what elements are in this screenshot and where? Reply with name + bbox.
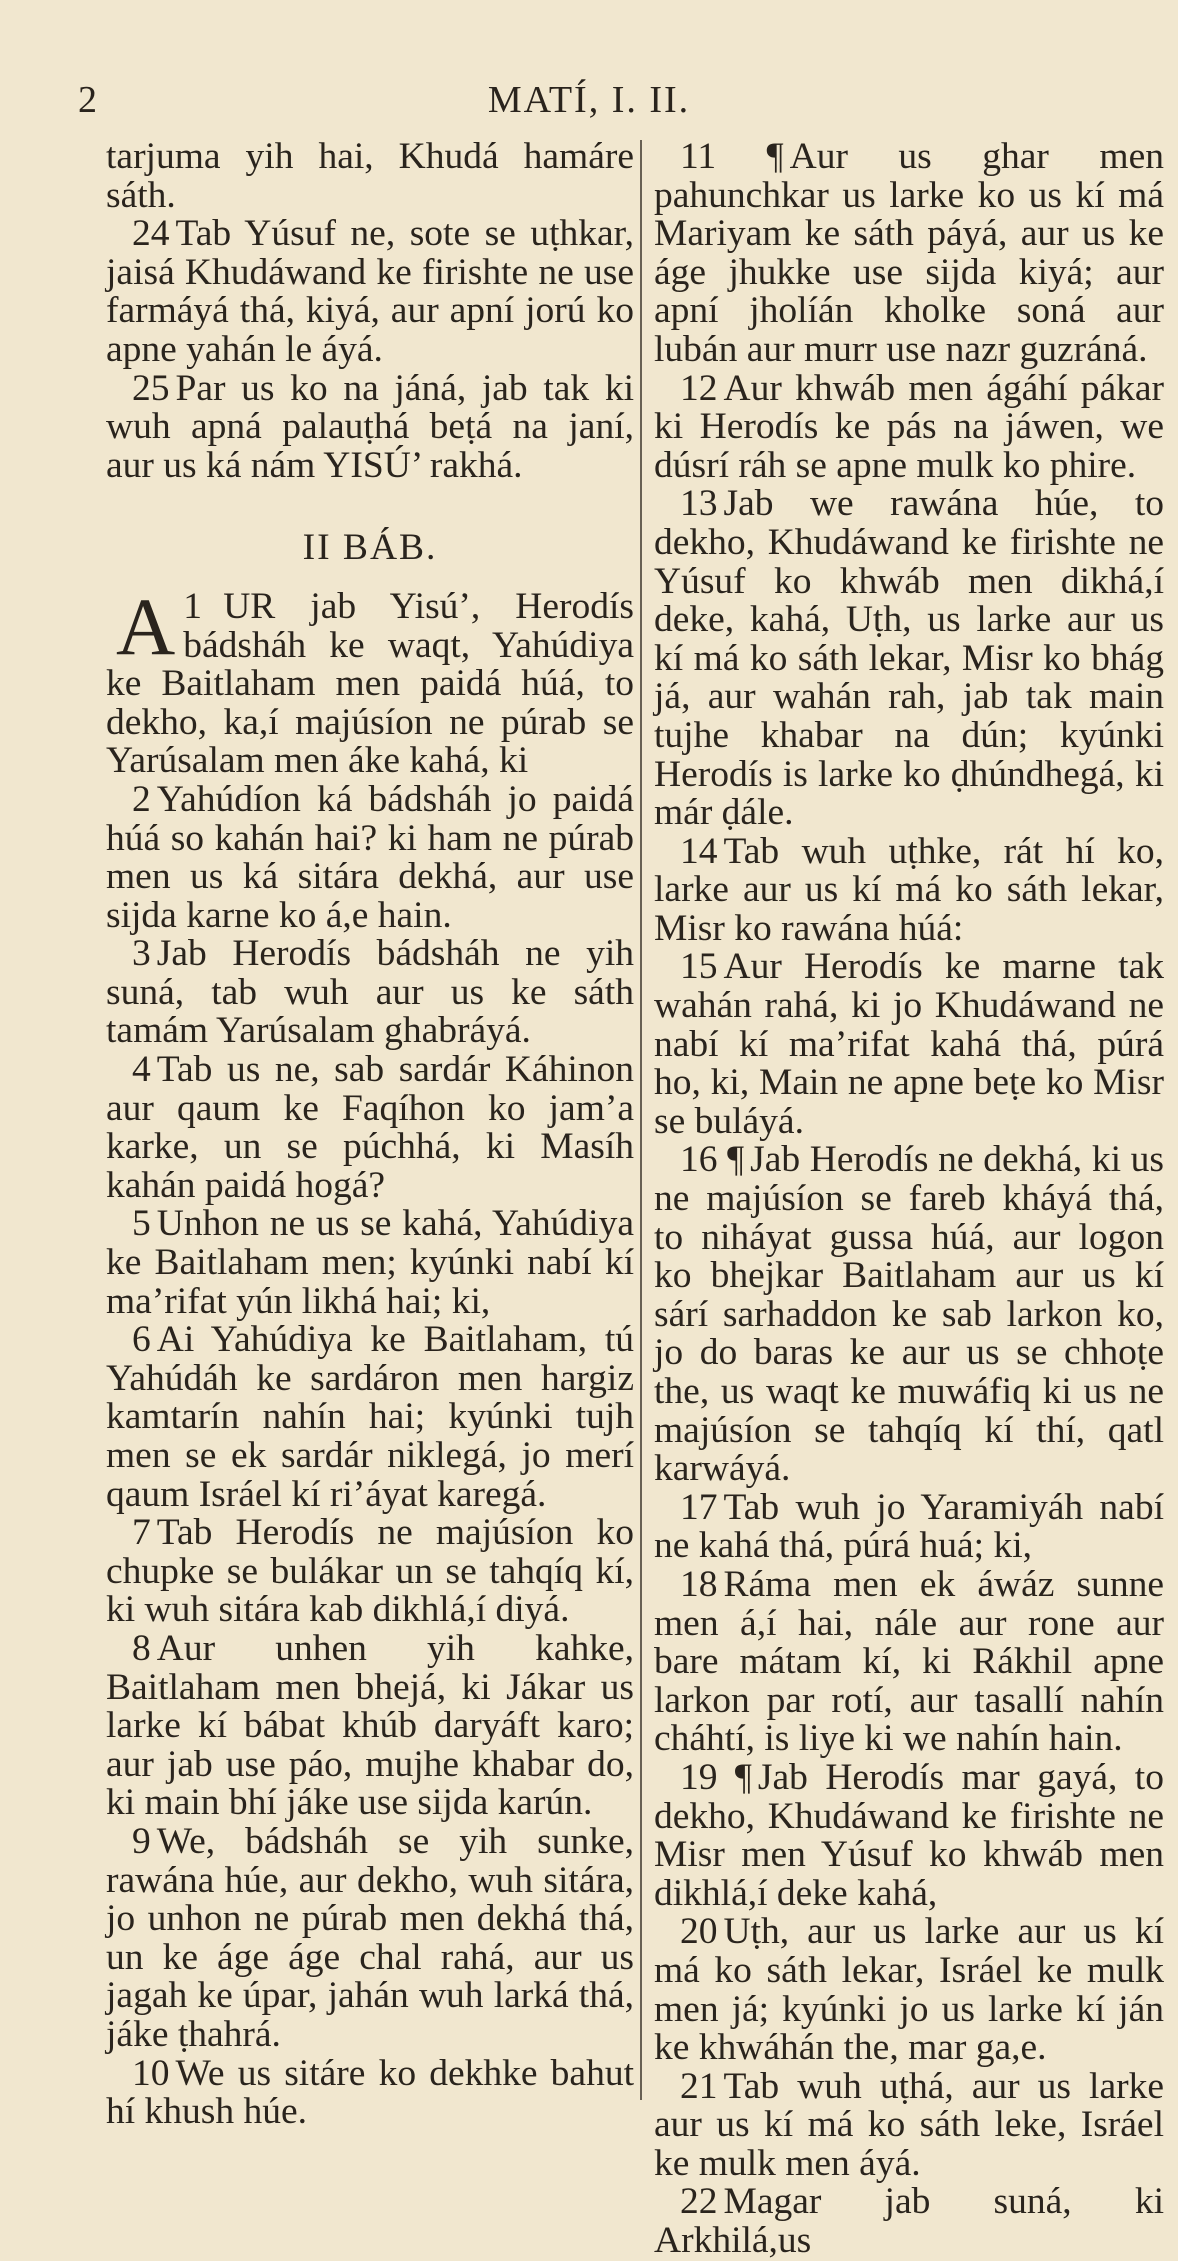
verse-19: 19 ¶ Jab Herodís mar gayá, to dekho, Khudáwand ke firishte ne Misr men Yúsuf ko khwáb men dikhlá,í deke kahá, [654, 1756, 1164, 1914]
verse-4: 4 Tab us ne, sab sardár Káhinon aur qaum ke Faqíhon ko jam’a karke, un se púchhá, ki Masíh kahán paidá hogá? [106, 1049, 634, 1206]
verse-2: 2 Yahúdíon ká bádsháh jo paidá húá so kahán hai? ki ham ne púrab men us ká sitára dekhá, aur use sijda karne ko á,e hain. [106, 778, 634, 936]
verse-continuation: tarjuma yih hai, Khudá hamáre sáth. [106, 136, 634, 216]
right-column [654, 138, 1164, 2261]
verse-3: 3 Jab Herodís bádsháh ne yih suná, tab wuh aur us ke sáth tamám Yarúsalam ghabráyá. [106, 933, 634, 1052]
verse-14: 14 Tab wuh uṭhke, rát hí ko, larke aur us kí má ko sáth lekar, Misr ko rawána húá: [654, 830, 1164, 949]
page-header [0, 78, 1178, 138]
verse-1: 1 A UR jab Yisú’, Herodís bádsháh ke waqt, Yahúdiya ke Baitlaham men paidá húá, to dekho, ka,í majúsíon ne púrab se Yarúsalam men áke kahá, ki [106, 580, 634, 782]
chapter-title: II BÁB. [302, 527, 438, 569]
drop-cap: A [116, 580, 176, 672]
verse-24: 24 Tab Yúsuf ne, sote se uṭhkar, jaisá Khudáwand ke firishte ne use farmáyá thá, kiyá, aur apní jorú ko apne yahán le áyá. [106, 213, 634, 370]
verse-11: 11 ¶ Aur us ghar men pahunchkar us larke ko us kí má Mariyam ke sáth páyá, aur us ke áge jhukke use sijda kiyá; aur apní jholíán kholke soná aur lubán aur murr use nazr guzráná. [654, 136, 1164, 370]
column-divider [640, 140, 642, 2100]
verse-7: 7 Tab Herodís ne majúsíon ko chupke se bulákar un se tahqíq kí, ki wuh sitára kab dikhlá,í diyá. [106, 1512, 634, 1631]
verse-9: 9 We, bádsháh se yih sunke, rawána húe, aur dekho, wuh sitára, jo unhon ne púrab men dekhá thá, un ke áge áge chal rahá, aur us jagah ke úpar, jahán wuh larká thá, jáke ṭhahrá. [106, 1820, 634, 2055]
verse-10: 10 We us sitáre ko dekhke bahut hí khush húe. [106, 2052, 634, 2133]
verse-17: 17 Tab wuh jo Yaramiyáh nabí ne kahá thá, púrá huá; ki, [654, 1486, 1164, 1567]
verse-16: 16 ¶ Jab Herodís ne dekhá, ki us ne majúsíon se fareb kháyá thá, to niháyat gussa húá, aur logon ko bhejkar Baitlaham aur us kí sárí sarhaddon ke sab larkon ko, jo do baras ke aur us se chhoṭe the, us waqt ke muwáfiq ki us ne majúsíon se tahqíq kí thí, qatl karwáyá. [654, 1139, 1164, 1490]
verse-8: 8 Aur unhen yih kahke, Baitlaham men bhejá, ki Jákar us larke kí bábat khúb daryáft karo; aur jab use páo, mujhe khabar do, ki main bhí jáke use sijda karún. [106, 1627, 634, 1824]
verse-18: 18 Ráma men ek áwáz sunne men á,í hai, nále aur rone aur bare mátam kí, ki Rákhil apne larkon par rotí, aur tasallí nahín cháhtí, is liye ki we nahín hain. [654, 1563, 1164, 1760]
verse-20: 20 Uṭh, aur us larke aur us kí má ko sáth lekar, Isráel ke mulk men já; kyúnki jo us larke kí ján ke khwáhán the, mar ga,e. [654, 1911, 1164, 2069]
verse-22: 22 Magar jab suná, ki Arkhilá,us [654, 2181, 1164, 2261]
left-column [106, 138, 634, 2132]
verse-12: 12 Aur khwáb men ágáhí pákar ki Herodís ke pás na jáwen, we dúsrí ráh se apne mulk ko phire. [654, 367, 1164, 486]
verse-13: 13 Jab we rawána húe, to dekho, Khudáwand ke firishte ne Yúsuf ko khwáb men dikhá,í deke, kahá, Uṭh, us larke aur us kí má ko sáth lekar, Misr ko bhág já, aur wahán rah, jab tak main tujhe khabar na dún; kyúnki Herodís is larke ko ḍhúndhegá, ki már ḍále. [654, 483, 1164, 834]
verse-6: 6 Ai Yahúdiya ke Baitlaham, tú Yahúdáh ke sardáron men hargiz kamtarín nahín hai; kyúnki tujh men se ek sardár niklegá, jo merí qaum Isráel kí ri’áyat karegá. [106, 1319, 634, 1515]
page-number: 2 [78, 79, 97, 121]
verse-21: 21 Tab wuh uṭhá, aur us larke aur us kí má ko sáth leke, Isráel ke mulk men áyá. [654, 2065, 1164, 2184]
verse-25: 25 Par us ko na jáná, jab tak ki wuh apná palauṭhá beṭá na janí, aur us ká nám YISÚ’ rakhá. [106, 367, 634, 486]
verse-5: 5 Unhon ne us se kahá, Yahúdiya ke Baitlaham men; kyúnki nabí kí ma’rifat yún likhá hai; ki, [106, 1203, 634, 1322]
verse-15: 15 Aur Herodís ke marne tak wahán rahá, ki jo Khudáwand ne nabí kí ma’rifat kahá thá, púrá ho, ki, Main ne apne beṭe ko Misr se buláyá. [654, 946, 1164, 1142]
running-head: MATÍ, I. II. [487, 79, 691, 121]
